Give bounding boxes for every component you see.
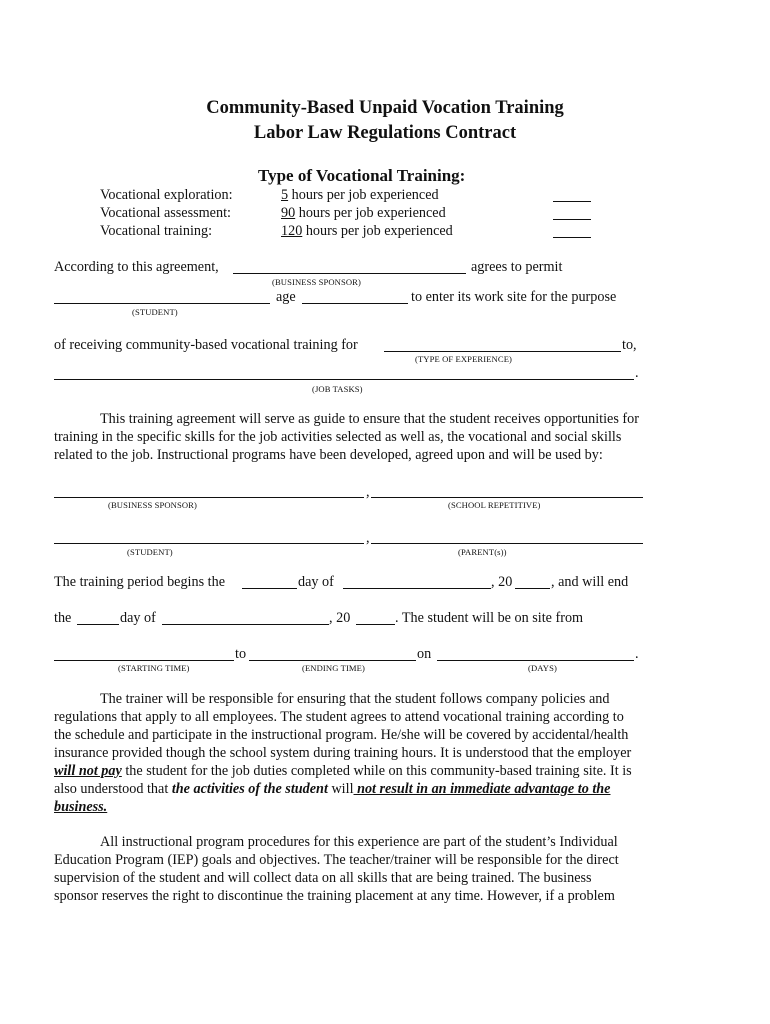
no-advantage-emphasis: not result in an immediate advantage to the <box>353 781 611 797</box>
training-type-hours: 5 <box>281 187 289 203</box>
job-tasks-caption: (JOB TASKS) <box>312 384 363 394</box>
age-label: age <box>276 289 296 305</box>
signature-comma: , <box>366 484 370 500</box>
to-text: to <box>235 646 247 662</box>
student-signature-caption: (STUDENT) <box>127 547 173 557</box>
begin-month-field[interactable] <box>343 588 491 589</box>
paragraph-line: insurance provided though the school system during training hours. It is understood that the employer <box>54 745 632 761</box>
business-sponsor-signature-caption: (BUSINESS SPONSOR) <box>108 500 197 510</box>
paragraph-text: also understood that <box>54 781 172 797</box>
training-type-check-line[interactable] <box>553 201 591 202</box>
training-type-hours-suffix: hours per job experienced <box>302 223 453 239</box>
work-site-text: to enter its work site for the purpose <box>411 289 617 305</box>
business-sponsor-caption: (BUSINESS SPONSOR) <box>272 277 361 287</box>
paragraph-line <box>54 780 694 798</box>
starting-time-caption: (STARTING TIME) <box>118 663 190 673</box>
end-day-field[interactable] <box>77 624 119 625</box>
paragraph-line: the schedule and participate in the instructional program. He/she will be covered by accidental/health <box>54 727 629 743</box>
training-type-hours: 120 <box>281 223 303 239</box>
training-agreement-paragraph <box>54 410 694 464</box>
training-type-hours-suffix: hours per job experienced <box>288 187 439 203</box>
signature-comma: , <box>366 530 370 546</box>
training-type-hours: 90 <box>281 205 296 221</box>
paragraph-text: will <box>327 781 354 797</box>
age-field[interactable] <box>302 303 408 304</box>
business-sponsor-field[interactable] <box>233 273 466 274</box>
end-month-field[interactable] <box>162 624 329 625</box>
training-type-label: Vocational training: <box>100 223 213 239</box>
business-emphasis: business. <box>54 799 108 815</box>
paragraph-line: training in the specific skills for the job activities selected as well as, the vocational and social skills <box>54 429 622 445</box>
training-for-text: of receiving community-based vocational training for <box>54 337 358 353</box>
begin-day-field[interactable] <box>242 588 297 589</box>
business-sponsor-signature-field[interactable] <box>54 497 364 498</box>
parents-caption: (PARENT(s)) <box>458 547 507 557</box>
days-field[interactable] <box>437 660 634 661</box>
training-type-label: Vocational exploration: <box>100 187 233 203</box>
training-type-hours-suffix: hours per job experienced <box>295 205 446 221</box>
school-representative-signature-field[interactable] <box>371 497 643 498</box>
agreement-intro-text: According to this agreement, <box>54 259 219 275</box>
begin-year-field[interactable] <box>515 588 550 589</box>
on-site-from-text: . The student will be on site from <box>395 610 584 626</box>
trainer-responsibility-paragraph <box>54 690 694 816</box>
days-caption: (DAYS) <box>528 663 557 673</box>
end-year-field[interactable] <box>356 624 395 625</box>
day-of-text: day of <box>120 610 156 626</box>
ending-time-field[interactable] <box>249 660 416 661</box>
training-type-check-line[interactable] <box>553 219 591 220</box>
starting-time-field[interactable] <box>54 660 234 661</box>
paragraph-text: the student for the job duties completed while on this community-based training site. It is <box>121 763 632 779</box>
agrees-to-permit-text: agrees to permit <box>471 259 563 275</box>
training-type-label: Vocational assessment: <box>100 205 231 221</box>
to-text: to, <box>622 337 637 353</box>
type-of-experience-caption: (TYPE OF EXPERIENCE) <box>415 354 513 364</box>
on-text: on <box>417 646 432 662</box>
type-of-experience-field[interactable] <box>384 351 621 352</box>
iep-paragraph <box>54 833 694 905</box>
the-text: the <box>54 610 72 626</box>
period-text: . <box>635 646 639 662</box>
paragraph-line: All instructional program procedures for this experience are part of the student’s Individual <box>100 834 618 850</box>
paragraph-line: sponsor reserves the right to discontinue the training placement at any time. However, if a problem <box>54 888 615 904</box>
student-name-field[interactable] <box>54 303 270 304</box>
paragraph-line: related to the job. Instructional programs have been developed, agreed upon and will be used by: <box>54 447 603 463</box>
activities-emphasis: the activities of the student <box>171 781 328 797</box>
paragraph-line: regulations that apply to all employees. The student agrees to attend vocational training according to <box>54 709 624 725</box>
year-prefix-text: , 20 <box>491 574 513 590</box>
parent-signature-field[interactable] <box>371 543 643 544</box>
period-begins-text: The training period begins the <box>54 574 225 590</box>
paragraph-line <box>54 798 694 816</box>
will-not-pay-emphasis: will not pay <box>54 763 122 779</box>
paragraph-line: This training agreement will serve as guide to ensure that the student receives opportunities for <box>100 411 639 427</box>
ending-time-caption: (ENDING TIME) <box>302 663 365 673</box>
year-prefix-text: , 20 <box>329 610 351 626</box>
paragraph-line: supervision of the student and will collect data on all skills that are being trained. The business <box>54 870 592 886</box>
job-tasks-field[interactable] <box>54 379 634 380</box>
training-type-hours-text <box>281 223 453 240</box>
student-caption: (STUDENT) <box>132 307 178 317</box>
training-type-check-line[interactable] <box>553 237 591 238</box>
period-text: . <box>635 365 639 381</box>
paragraph-line: Education Program (IEP) goals and objectives. The teacher/trainer will be responsible for the direct <box>54 852 619 868</box>
will-end-text: , and will end <box>551 574 629 590</box>
document-title-line-1: Community-Based Unpaid Vocation Training <box>206 98 564 118</box>
training-type-hours-text <box>281 205 446 222</box>
student-signature-field[interactable] <box>54 543 364 544</box>
paragraph-line <box>54 762 694 780</box>
training-type-hours-text <box>281 187 439 204</box>
day-of-text: day of <box>298 574 334 590</box>
school-repetitive-caption: (SCHOOL REPETITIVE) <box>448 500 541 510</box>
paragraph-line: The trainer will be responsible for ensuring that the student follows company policies and <box>100 691 610 707</box>
training-types-heading: Type of Vocational Training: <box>258 166 466 185</box>
document-title-line-2: Labor Law Regulations Contract <box>253 123 517 143</box>
